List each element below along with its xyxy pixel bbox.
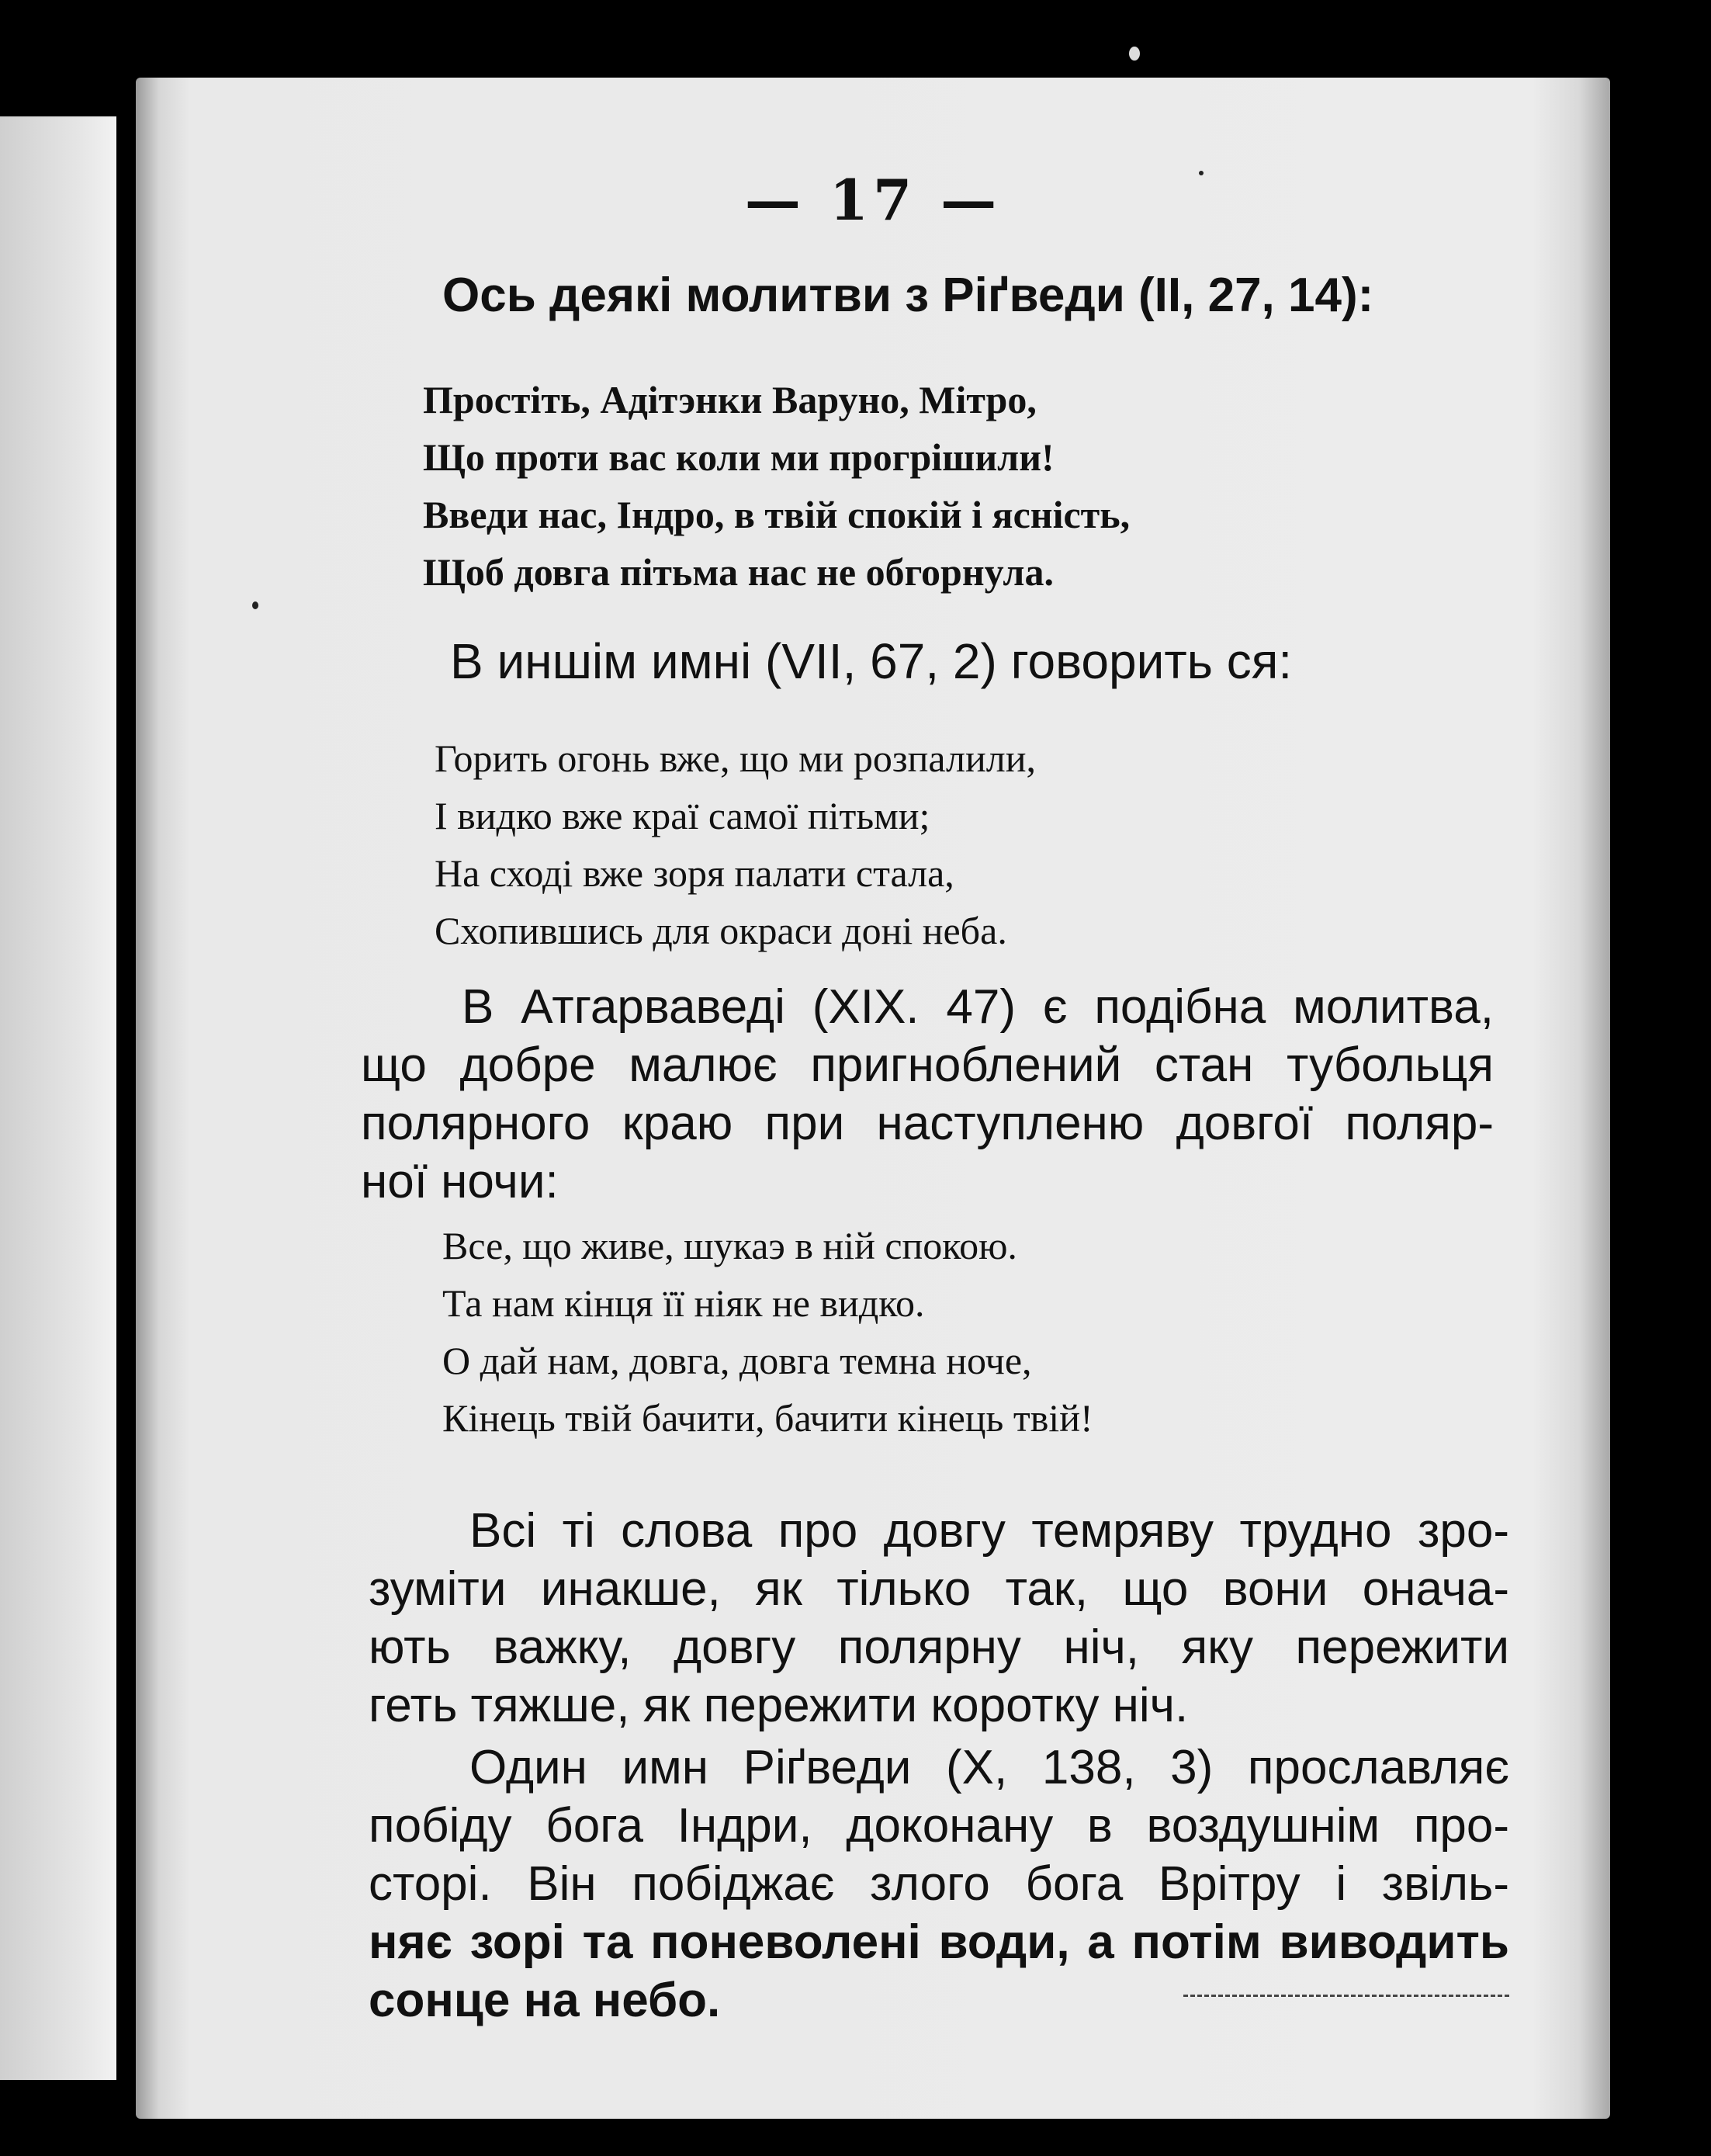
paragraph-line: ють важку, довгу полярну ніч, яку пережити bbox=[369, 1620, 1509, 1674]
paragraph-line: зуміти инакше, як тілько так, що вони онача- bbox=[369, 1562, 1509, 1616]
verse-line: О дай нам, довга, довга темна ноче, bbox=[442, 1339, 1032, 1382]
book-page bbox=[136, 78, 1610, 2119]
verse-line: Простіть, Адітэнки Варуно, Мітро, bbox=[423, 378, 1037, 421]
previous-page-edge bbox=[0, 116, 116, 2080]
paragraph-line: Всі ті слова про довгу темряву трудно зро- bbox=[469, 1504, 1509, 1558]
paragraph-line: полярного краю при наступленю довгої поляр- bbox=[361, 1097, 1494, 1150]
verse-line: І видко вже краї самої пітьми; bbox=[435, 794, 930, 837]
paragraph-indra bbox=[369, 1738, 1509, 2029]
verse-line: Кінець твій бачити, бачити кінець твій! bbox=[442, 1396, 1093, 1440]
paragraph-line: сонце на небо. bbox=[369, 1974, 721, 2027]
verse-line: Схопившись для окраси доні неба. bbox=[435, 909, 1007, 952]
paragraph-atharvaveda bbox=[361, 978, 1494, 1211]
paragraph-line: геть тяжше, як пережити коротку ніч. bbox=[369, 1679, 1189, 1732]
ink-speck bbox=[1129, 47, 1140, 61]
paragraph-line: В Атгарваведі (XIX. 47) є подібна молитва, bbox=[462, 980, 1494, 1034]
verse-block-1 bbox=[423, 371, 1130, 601]
paragraph-line: сторі. Він побіджає злого бога Врітру і звіль- bbox=[369, 1857, 1509, 1911]
section-heading-rigveda: Ось деякі молитви з Ріґведи (II, 27, 14): bbox=[442, 269, 1374, 322]
verse-block-3 bbox=[442, 1217, 1093, 1447]
verse-line: Щоб довга пітьма нас не обгорнула. bbox=[423, 550, 1054, 594]
paragraph-line: побіду бога Індри, доконану в воздушнім про- bbox=[369, 1799, 1509, 1853]
page-number: — 17 — bbox=[744, 167, 1002, 233]
section-heading-hymn: В иншім имні (VII, 67, 2) говорить ся: bbox=[450, 633, 1293, 689]
verse-line: Горить огонь вже, що ми розпалили, bbox=[435, 737, 1036, 780]
verse-line: Все, що живе, шукаэ в ній спокою. bbox=[442, 1224, 1017, 1267]
paragraph-line: ної ночи: bbox=[361, 1155, 559, 1208]
verse-line: На сході вже зоря палати стала, bbox=[435, 851, 954, 895]
verse-block-2 bbox=[435, 730, 1036, 959]
ink-speck bbox=[1199, 171, 1204, 175]
paragraph-darkness bbox=[369, 1502, 1509, 1735]
verse-line: Та нам кінця її ніяк не видко. bbox=[442, 1281, 925, 1325]
paragraph-line: Один имн Ріґведи (X, 138, 3) прославляє bbox=[469, 1741, 1509, 1794]
paragraph-line: няє зорі та поневолені води, а потім виводить bbox=[369, 1915, 1509, 1969]
verse-line: Введи нас, Індро, в твій спокій і ясність, bbox=[423, 493, 1131, 536]
verse-line: Що проти вас коли ми прогрішили! bbox=[423, 435, 1055, 479]
paragraph-line: що добре малює пригноблений стан тубольця bbox=[361, 1038, 1494, 1092]
bottom-dashed-rule bbox=[1183, 1995, 1509, 1997]
ink-speck bbox=[252, 601, 258, 609]
